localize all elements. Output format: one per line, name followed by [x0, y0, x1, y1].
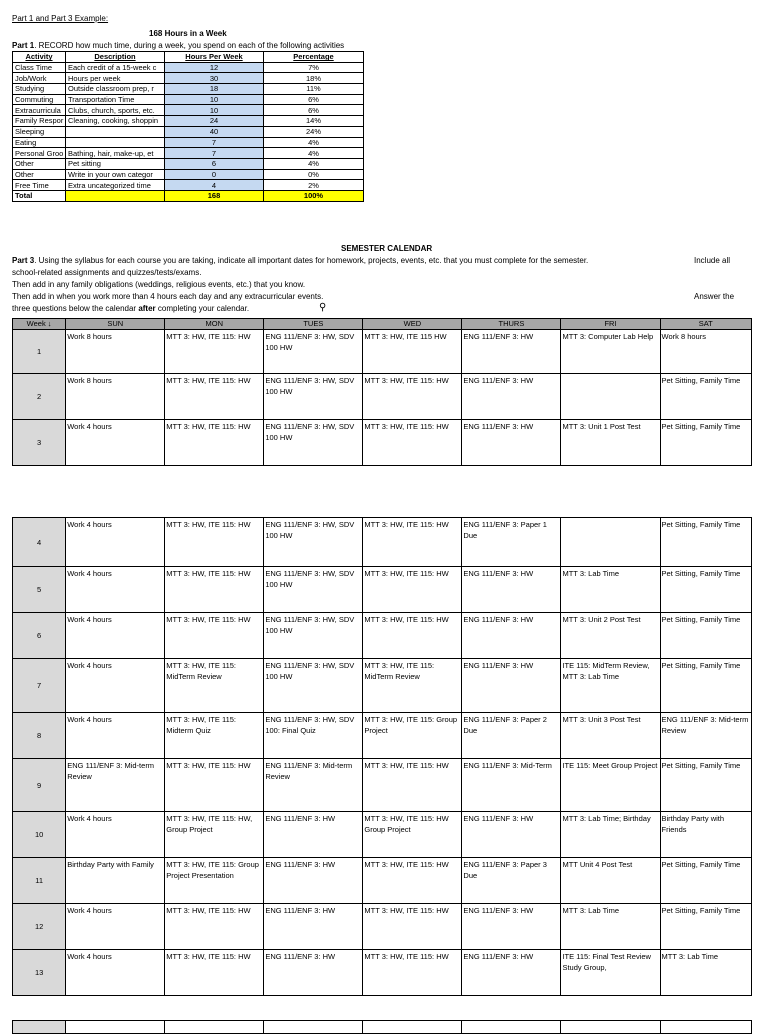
day-cell: [462, 1021, 561, 1034]
table-row: [13, 158, 364, 169]
week-number: 11: [13, 858, 66, 904]
part3-line5-c: completing your calendar.: [155, 304, 250, 313]
day-cell: Work 4 hours: [66, 518, 165, 567]
day-cell: ENG 111/ENF 3: HW: [264, 950, 363, 996]
table-cell: 14%: [264, 116, 364, 127]
day-cell: Birthday Party with Family: [66, 858, 165, 904]
week-number: 1: [13, 330, 66, 374]
example-label: Part 1 and Part 3 Example:: [12, 14, 109, 23]
table-row: [13, 180, 364, 191]
day-cell: MTT 3: Lab Time; Birthday: [561, 812, 660, 858]
day-cell: MTT 3: HW, ITE 115: HW: [165, 420, 264, 466]
day-cell: MTT 3: HW, ITE 115: Midterm Quiz: [165, 713, 264, 759]
calendar-week-row: [13, 330, 752, 374]
day-cell: MTT 3: HW, ITE 115: HW: [165, 950, 264, 996]
day-cell: Pet Sitting, Family Time: [660, 858, 751, 904]
day-cell: Pet Sitting, Family Time: [660, 420, 751, 466]
part1-label: Part 1: [12, 41, 35, 50]
calendar-header-cell: WED: [363, 319, 462, 330]
day-cell: ENG 111/ENF 3: Paper 2 Due: [462, 713, 561, 759]
table-cell: Clubs, church, sports, etc.: [66, 105, 165, 116]
hours-table: [12, 51, 364, 202]
day-cell: MTT 3: Computer Lab Help: [561, 330, 660, 374]
day-cell: MTT 3: HW, ITE 115: Group Project Presentation: [165, 858, 264, 904]
day-cell: ENG 111/ENF 3: HW, SDV 100 HW: [264, 374, 363, 420]
table-cell: 24%: [264, 126, 364, 137]
table-cell: 7: [165, 137, 264, 148]
day-cell: Work 4 hours: [66, 812, 165, 858]
table-cell: 6: [165, 158, 264, 169]
calendar-week-row: [13, 420, 752, 466]
day-cell: [363, 1021, 462, 1034]
table-cell: 0%: [264, 169, 364, 180]
day-cell: Work 4 hours: [66, 713, 165, 759]
hours-table-header-cell: Activity: [13, 52, 66, 63]
day-cell: Work 8 hours: [66, 330, 165, 374]
table-cell: Extra uncategorized time: [66, 180, 165, 191]
day-cell: MTT 3: HW, ITE 115: HW: [165, 759, 264, 812]
day-cell: MTT 3: HW, ITE 115: HW: [363, 420, 462, 466]
day-cell: ENG 111/ENF 3: HW, SDV 100 HW: [264, 613, 363, 659]
day-cell: ENG 111/ENF 3: HW: [264, 858, 363, 904]
day-cell: ENG 111/ENF 3: Mid-term Review: [66, 759, 165, 812]
table-cell: Transportation Time: [66, 94, 165, 105]
calendar-header-cell: FRI: [561, 319, 660, 330]
day-cell: ENG 111/ENF 3: Paper 3 Due: [462, 858, 561, 904]
day-cell: MTT 3: Unit 2 Post Test: [561, 613, 660, 659]
total-row: [13, 190, 364, 201]
day-cell: MTT 3: HW, ITE 115: HW, Group Project: [165, 812, 264, 858]
calendar-week-row: [13, 950, 752, 996]
total-cell: 100%: [264, 190, 364, 201]
table-cell: 24: [165, 116, 264, 127]
day-cell: ENG 111/ENF 3: Paper 1 Due: [462, 518, 561, 567]
table-cell: 40: [165, 126, 264, 137]
table-cell: 18: [165, 84, 264, 95]
table-row: [13, 169, 364, 180]
week-number: 12: [13, 904, 66, 950]
table-cell: Other: [13, 169, 66, 180]
table-cell: 18%: [264, 73, 364, 84]
table-cell: Free Time: [13, 180, 66, 191]
day-cell: MTT 3: Lab Time: [561, 567, 660, 613]
day-cell: MTT 3: Lab Time: [561, 904, 660, 950]
day-cell: MTT 3: HW, ITE 115: HW: [165, 613, 264, 659]
table-cell: Eating: [13, 137, 66, 148]
day-cell: ENG 111/ENF 3: HW, SDV 100 HW: [264, 330, 363, 374]
day-cell: [66, 1021, 165, 1034]
day-cell: MTT 3: Lab Time: [660, 950, 751, 996]
table-cell: 30: [165, 73, 264, 84]
table-cell: Commuting: [13, 94, 66, 105]
calendar-week-row: [13, 759, 752, 812]
week-title: 168 Hours in a Week: [149, 29, 227, 38]
calendar-header-cell: THURS: [462, 319, 561, 330]
day-cell: Work 4 hours: [66, 659, 165, 713]
calendar-week-row: [13, 904, 752, 950]
table-cell: 12: [165, 62, 264, 73]
day-cell: ENG 111/ENF 3: HW: [264, 904, 363, 950]
total-cell: Total: [13, 190, 66, 201]
day-cell: MTT 3: HW, ITE 115: HW: [363, 950, 462, 996]
day-cell: Work 8 hours: [660, 330, 751, 374]
week-number: 6: [13, 613, 66, 659]
day-cell: MTT 3: HW, ITE 115 HW: [363, 330, 462, 374]
table-cell: 4%: [264, 158, 364, 169]
day-cell: Pet Sitting, Family Time: [660, 518, 751, 567]
part1-instruction-text: . RECORD how much time, during a week, you spend on each of the following activities: [34, 41, 345, 50]
part3-line3: Then add in any family obligations (weddings, religious events, etc.) that you know.: [12, 280, 306, 289]
table-row: [13, 105, 364, 116]
table-cell: [66, 126, 165, 137]
calendar-week-row: [13, 567, 752, 613]
week-number: 7: [13, 659, 66, 713]
day-cell: MTT 3: HW, ITE 115: HW: [165, 374, 264, 420]
table-cell: Class Time: [13, 62, 66, 73]
semester-title: SEMESTER CALENDAR: [341, 244, 433, 253]
week-number: 2: [13, 374, 66, 420]
day-cell: Work 8 hours: [66, 374, 165, 420]
day-cell: [660, 1021, 751, 1034]
day-cell: ENG 111/ENF 3: Mid-term Review: [660, 713, 751, 759]
day-cell: ENG 111/ENF 3: HW: [462, 904, 561, 950]
table-cell: Write in your own categor: [66, 169, 165, 180]
calendar-header-cell: TUES: [264, 319, 363, 330]
part3-line5: [12, 304, 249, 313]
day-cell: MTT 3: HW, ITE 115: MidTerm Review: [165, 659, 264, 713]
day-cell: MTT 3: Unit 1 Post Test: [561, 420, 660, 466]
day-cell: ENG 111/ENF 3: Mid-Term: [462, 759, 561, 812]
day-cell: ITE 115: Final Test Review Study Group,: [561, 950, 660, 996]
day-cell: MTT 3: HW, ITE 115: HW: [363, 567, 462, 613]
week-number: 10: [13, 812, 66, 858]
day-cell: ENG 111/ENF 3: HW, SDV 100 HW: [264, 567, 363, 613]
table-cell: 7: [165, 148, 264, 159]
calendar-block-3: [12, 1020, 752, 1034]
day-cell: ENG 111/ENF 3: HW, SDV 100 HW: [264, 518, 363, 567]
calendar-week-row: [13, 613, 752, 659]
table-cell: 2%: [264, 180, 364, 191]
day-cell: ENG 111/ENF 3: HW, SDV 100 HW: [264, 659, 363, 713]
day-cell: Work 4 hours: [66, 567, 165, 613]
calendar-week-row: [13, 374, 752, 420]
total-cell: [66, 190, 165, 201]
table-cell: 10: [165, 105, 264, 116]
day-cell: ITE 115: Meet Group Project: [561, 759, 660, 812]
calendar-week-row: [13, 713, 752, 759]
table-row: [13, 94, 364, 105]
part3-line1-right: Include all: [694, 256, 731, 265]
day-cell: ENG 111/ENF 3: HW: [462, 950, 561, 996]
hours-table-header: [13, 52, 364, 63]
part3-line1: [12, 256, 588, 265]
calendar-week-row: [13, 659, 752, 713]
hours-table-header-cell: Percentage: [264, 52, 364, 63]
calendar-block-1: [12, 318, 752, 466]
day-cell: ENG 111/ENF 3: HW: [462, 420, 561, 466]
calendar-week-row: [13, 518, 752, 567]
day-cell: ENG 111/ENF 3: HW: [264, 812, 363, 858]
table-cell: 0: [165, 169, 264, 180]
table-row: [13, 73, 364, 84]
day-cell: Pet Sitting, Family Time: [660, 659, 751, 713]
table-row: [13, 62, 364, 73]
day-cell: ENG 111/ENF 3: HW: [462, 330, 561, 374]
part3-line1-text: . Using the syllabus for each course you are taking, indicate all important dates for homework, projects, events, etc. that you must complete for the semester.: [34, 256, 589, 265]
part3-line2: school-related assignments and quizzes/tests/exams.: [12, 268, 202, 277]
day-cell: MTT 3: Unit 3 Post Test: [561, 713, 660, 759]
day-cell: MTT 3: HW, ITE 115: MidTerm Review: [363, 659, 462, 713]
day-cell: Pet Sitting, Family Time: [660, 904, 751, 950]
day-cell: [561, 518, 660, 567]
part3-line5-after: after: [138, 304, 156, 313]
day-cell: MTT 3: HW, ITE 115: HW: [165, 330, 264, 374]
day-cell: MTT 3: HW, ITE 115: Group Project: [363, 713, 462, 759]
table-row: [13, 137, 364, 148]
table-cell: Cleaning, cooking, shoppin: [66, 116, 165, 127]
day-cell: ENG 111/ENF 3: HW: [462, 567, 561, 613]
day-cell: [561, 1021, 660, 1034]
day-cell: ENG 111/ENF 3: HW, SDV 100: Final Quiz: [264, 713, 363, 759]
part3-line4-right: Answer the: [694, 292, 735, 301]
calendar-week-row: [13, 858, 752, 904]
day-cell: Pet Sitting, Family Time: [660, 567, 751, 613]
hours-table-header-cell: Description: [66, 52, 165, 63]
table-cell: 10: [165, 94, 264, 105]
day-cell: MTT 3: HW, ITE 115: HW: [165, 904, 264, 950]
table-cell: 6%: [264, 94, 364, 105]
table-cell: Family Respor: [13, 116, 66, 127]
week-number: 13: [13, 950, 66, 996]
table-cell: [66, 137, 165, 148]
part1-instruction: [12, 41, 344, 50]
calendar-header: [13, 319, 752, 330]
day-cell: MTT 3: HW, ITE 115: HW: [363, 518, 462, 567]
table-cell: Hours per week: [66, 73, 165, 84]
calendar-header-cell: MON: [165, 319, 264, 330]
table-row: [13, 148, 364, 159]
table-cell: Each credit of a 15-week c: [66, 62, 165, 73]
table-cell: 6%: [264, 105, 364, 116]
day-cell: ENG 111/ENF 3: HW: [462, 613, 561, 659]
day-cell: MTT 3: HW, ITE 115: HW: [363, 858, 462, 904]
day-cell: Work 4 hours: [66, 420, 165, 466]
table-cell: Extracurricula: [13, 105, 66, 116]
day-cell: ENG 111/ENF 3: HW: [462, 812, 561, 858]
day-cell: MTT 3: HW, ITE 115: HW: [363, 904, 462, 950]
day-cell: MTT 3: HW, ITE 115: HW: [363, 374, 462, 420]
day-cell: Pet Sitting, Family Time: [660, 374, 751, 420]
table-row: [13, 84, 364, 95]
calendar-header-cell: SUN: [66, 319, 165, 330]
table-cell: Studying: [13, 84, 66, 95]
hours-table-body: [13, 62, 364, 201]
day-cell: [165, 1021, 264, 1034]
day-cell: Work 4 hours: [66, 613, 165, 659]
table-cell: Sleeping: [13, 126, 66, 137]
week-number: 9: [13, 759, 66, 812]
table-cell: 11%: [264, 84, 364, 95]
table-cell: 4%: [264, 148, 364, 159]
table-cell: 4%: [264, 137, 364, 148]
day-cell: Birthday Party with Friends: [660, 812, 751, 858]
day-cell: MTT 3: HW, ITE 115: HW: [363, 759, 462, 812]
part3-line4: Then add in when you work more than 4 hours each day and any extracurricular events.: [12, 292, 324, 301]
week-number: 5: [13, 567, 66, 613]
day-cell: Pet Sitting, Family Time: [660, 613, 751, 659]
day-cell: Work 4 hours: [66, 904, 165, 950]
day-cell: MTT 3: HW, ITE 115: HW: [165, 518, 264, 567]
table-row: [13, 126, 364, 137]
week-number: 3: [13, 420, 66, 466]
day-cell: ENG 111/ENF 3: HW, SDV 100 HW: [264, 420, 363, 466]
day-cell: MTT 3: HW, ITE 115: HW: [363, 613, 462, 659]
table-cell: Job/Work: [13, 73, 66, 84]
calendar-header-cell: Week ↓: [13, 319, 66, 330]
day-cell: MTT 3: HW, ITE 115: HW Group Project: [363, 812, 462, 858]
table-cell: 7%: [264, 62, 364, 73]
calendar-row-partial: [13, 1021, 752, 1034]
week-number: 4: [13, 518, 66, 567]
part3-label: Part 3: [12, 256, 35, 265]
day-cell: ITE 115: MidTerm Review, MTT 3: Lab Time: [561, 659, 660, 713]
total-cell: 168: [165, 190, 264, 201]
day-cell: Pet Sitting, Family Time: [660, 759, 751, 812]
day-cell: Work 4 hours: [66, 950, 165, 996]
day-cell: [264, 1021, 363, 1034]
day-cell: MTT Unit 4 Post Test: [561, 858, 660, 904]
table-cell: Other: [13, 158, 66, 169]
table-cell: Pet sitting: [66, 158, 165, 169]
part3-line5-a: three questions below the calendar: [12, 304, 139, 313]
day-cell: ENG 111/ENF 3: HW: [462, 374, 561, 420]
day-cell: ENG 111/ENF 3: HW: [462, 659, 561, 713]
calendar-block-2: [12, 517, 752, 996]
calendar-header-cell: SAT: [660, 319, 751, 330]
week-number: 8: [13, 713, 66, 759]
hours-table-header-cell: Hours Per Week: [165, 52, 264, 63]
table-cell: Personal Groo: [13, 148, 66, 159]
pin-icon: ⚲: [319, 302, 327, 313]
table-cell: 4: [165, 180, 264, 191]
table-cell: Outside classroom prep, r: [66, 84, 165, 95]
calendar-week-row: [13, 812, 752, 858]
table-cell: Bathing, hair, make-up, et: [66, 148, 165, 159]
day-cell: ENG 111/ENF 3: Mid-term Review: [264, 759, 363, 812]
day-cell: MTT 3: HW, ITE 115: HW: [165, 567, 264, 613]
week-cell: [13, 1021, 66, 1034]
day-cell: [561, 374, 660, 420]
table-row: [13, 116, 364, 127]
